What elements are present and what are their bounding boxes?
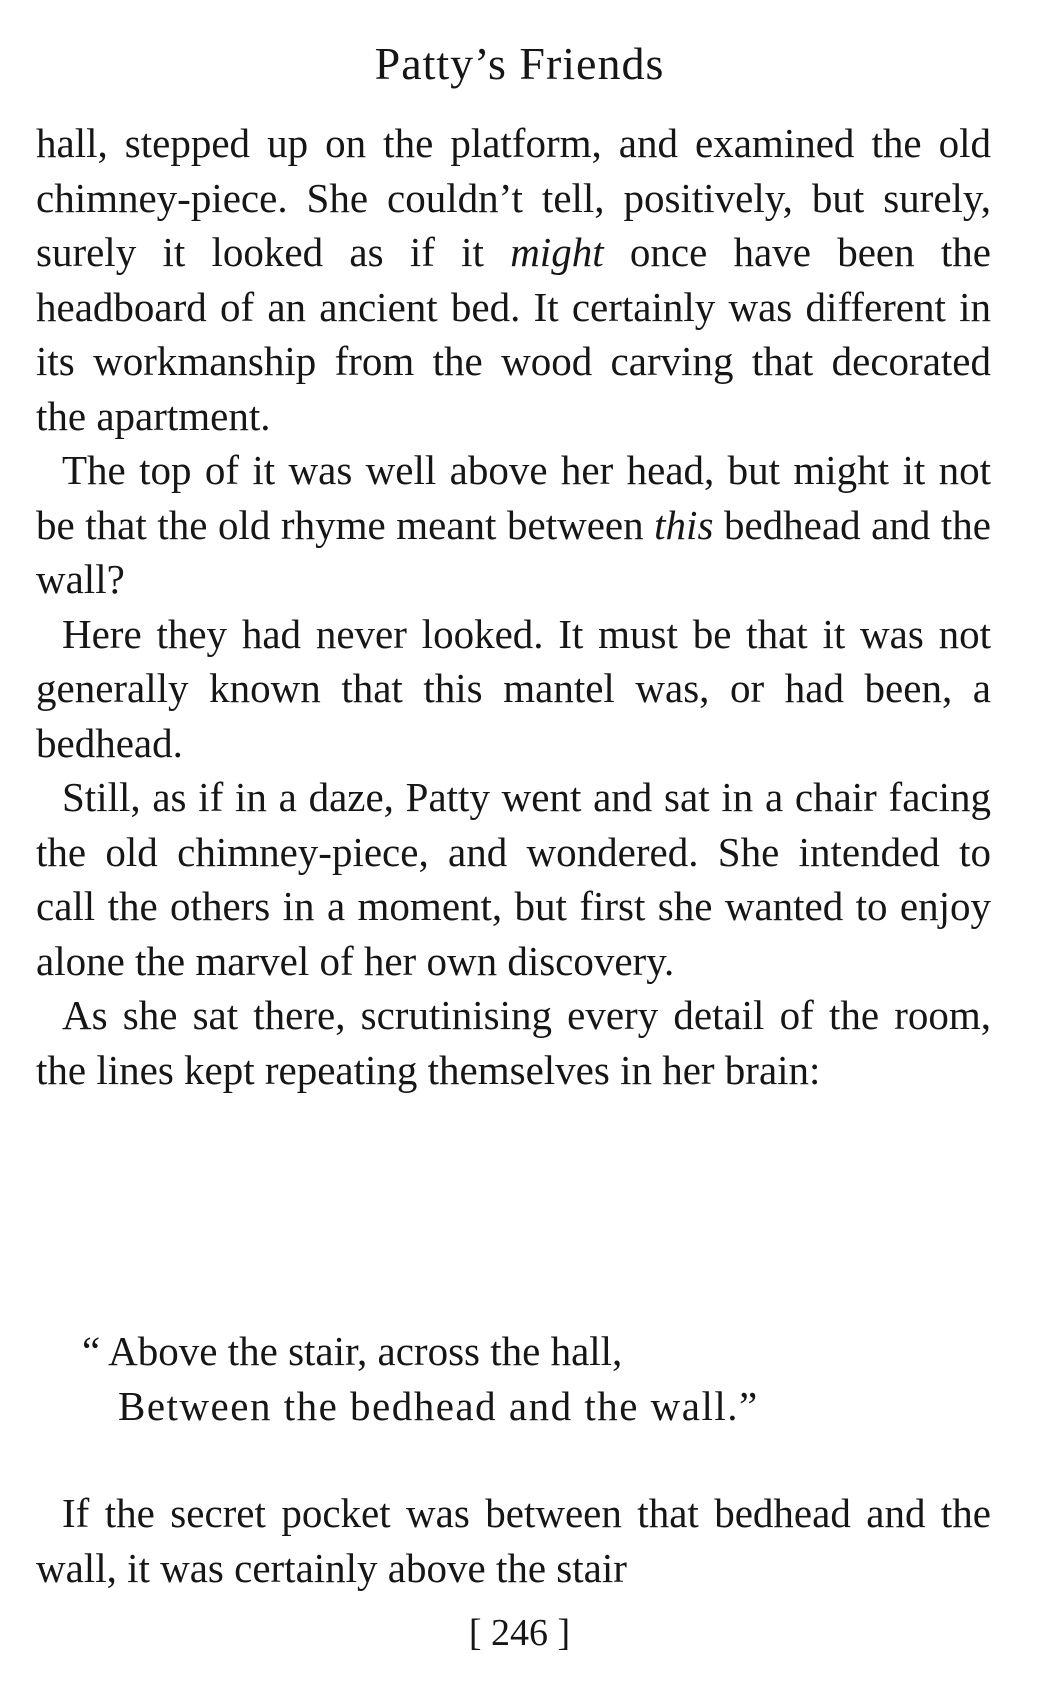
page-number: [ 246 ] xyxy=(468,1612,571,1654)
paragraph-text: bedhead and the wall? xyxy=(36,501,991,602)
verse-line: “ Above the stair, across the hall, xyxy=(82,1328,623,1374)
paragraph xyxy=(36,116,991,443)
paragraph: Still, as if in a daze, Patty went and sat in a chair facing the old chimney-piece, and wondered. She intended to call the others in a moment, but first she wanted to enjoy alone the marvel of her own discovery. xyxy=(36,774,991,984)
emphasis-text: this xyxy=(654,501,714,548)
closing-paragraph: If the secret pocket was between that bedhead and the wall, it was certainly above the stair xyxy=(36,1490,991,1591)
verse-line: Between the bedhead and the wall.” xyxy=(118,1383,759,1429)
running-head: Patty’s Friends xyxy=(374,38,665,89)
emphasis-text: might xyxy=(510,229,604,275)
verse-quote xyxy=(82,1324,759,1434)
paragraph-text: once have been the headboard of an ancient bed. It certainly was different in its workmanship from the wood carving that decorated the apartment. xyxy=(36,229,991,439)
paragraph-text: The top of it was well above her head, but might it not be that the old rhyme meant between xyxy=(36,447,991,548)
body-text xyxy=(36,116,991,1097)
paragraph: As she sat there, scrutinising every detail of the room, the lines kept repeating themselves in her brain: xyxy=(36,992,991,1093)
paragraph: Here they had never looked. It must be that it was not generally known that this mantel was, or had been, a bedhead. xyxy=(36,610,991,766)
paragraph xyxy=(36,443,991,607)
paragraph-text: hall, stepped up on the platform, and examined the old chimney-piece. She couldn’t tell, positively, but surely, surely it looked as if it xyxy=(36,120,991,275)
